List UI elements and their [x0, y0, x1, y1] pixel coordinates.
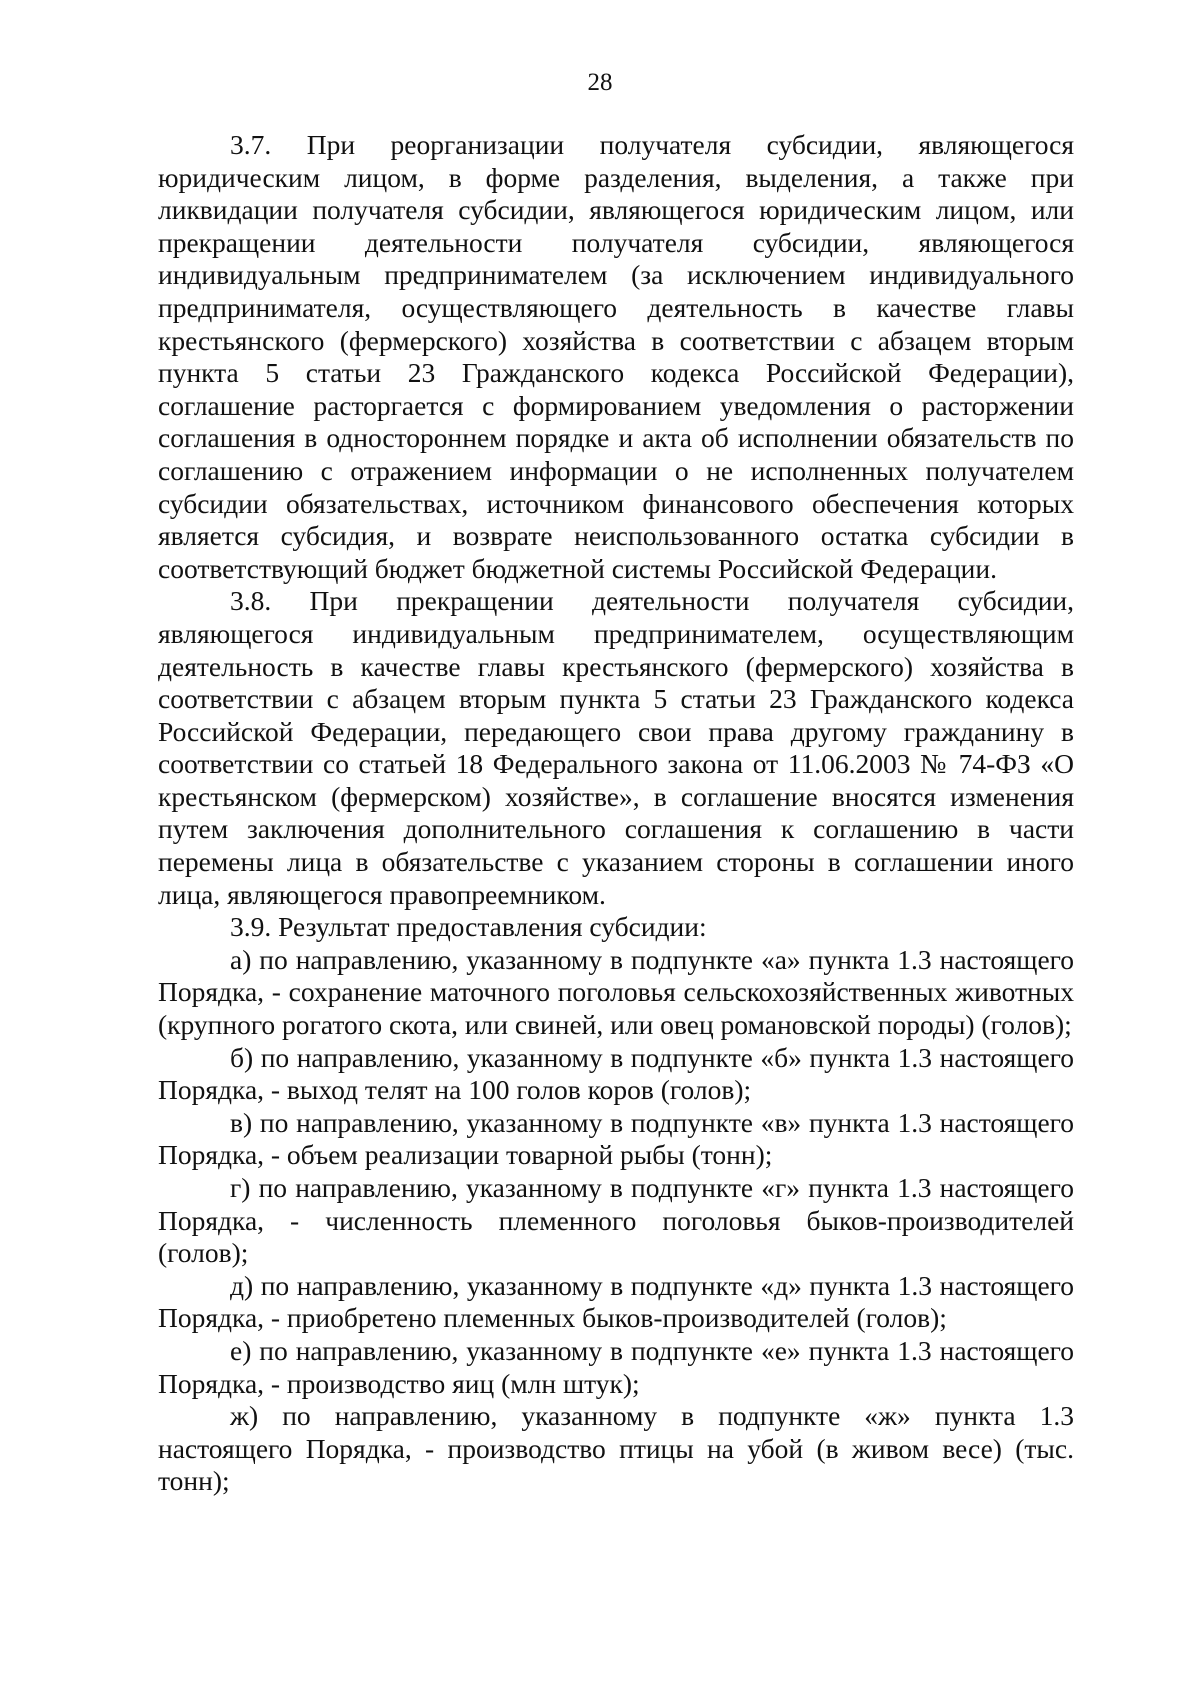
paragraph-3-7: 3.7. При реорганизации получателя субсидии, являющегося юридическим лицом, в форме разделения, выделения, а также при ликвидации получателя субсидии, являющегося юридическим лицом, или прекращении деятельности получателя субсидии, являющегося индивидуальным предпринимателем (за исключением индивидуального предпринимателя, осуществляющего деятельность в качестве главы крестьянского (фермерского) хозяйства в соответствии с абзацем вторым пункта 5 статьи 23 Гражданского кодекса Российской Федерации), соглашение расторгается с формированием уведомления о расторжении соглашения в одностороннем порядке и акта об исполнении обязательств по соглашению с отражением информации о не исполненных получателем субсидии обязательствах, источником финансового обеспечения которых является субсидия, и возврате неиспользованного остатка субсидии в соответствующий бюджет бюджетной системы Российской Федерации.	[158, 129, 1074, 584]
list-item-zh: ж) по направлению, указанному в подпункте «ж» пункта 1.3 настоящего Порядка, - производство птицы на убой (в живом весе) (тыс. тонн);	[158, 1400, 1074, 1497]
list-item-a: а) по направлению, указанному в подпункте «а» пункта 1.3 настоящего Порядка, - сохранение маточного поголовья сельскохозяйственных животных (крупного рогатого скота, или свиней, или овец романовской породы) (голов);	[158, 943, 1074, 1041]
paragraph-3-9-heading: 3.9. Результат предоставления субсидии:	[230, 911, 707, 943]
list-item-e: е) по направлению, указанному в подпункте «е» пункта 1.3 настоящего Порядка, - производство яиц (млн штук);	[158, 1334, 1074, 1399]
paragraph-3-8: 3.8. При прекращении деятельности получателя субсидии, являющегося индивидуальным предпринимателем, осуществляющим деятельность в качестве главы крестьянского (фермерского) хозяйства в соответствии с абзацем вторым пункта 5 статьи 23 Гражданского кодекса Российской Федерации, передающего свои права другому гражданину в соответствии со статьей 18 Федерального закона от 11.06.2003 № 74-ФЗ «О крестьянском (фермерском) хозяйстве», в соглашение вносятся изменения путем заключения дополнительного соглашения к соглашению в части перемены лица в обязательстве с указанием стороны в соглашении иного лица, являющегося правопреемником.	[158, 585, 1074, 910]
page-number: 28	[587, 69, 613, 96]
list-item-b: б) по направлению, указанному в подпункте «б» пункта 1.3 настоящего Порядка, - выход телят на 100 голов коров (голов);	[158, 1041, 1074, 1106]
document-body	[158, 129, 1074, 1498]
list-item-v: в) по направлению, указанному в подпункте «в» пункта 1.3 настоящего Порядка, - объем реализации товарной рыбы (тонн);	[158, 1106, 1074, 1171]
list-item-d: д) по направлению, указанному в подпункте «д» пункта 1.3 настоящего Порядка, - приобретено племенных быков-производителей (голов);	[158, 1269, 1074, 1334]
list-item-g: г) по направлению, указанному в подпункте «г» пункта 1.3 настоящего Порядка, - численность племенного поголовья быков-производителей (голов);	[158, 1172, 1074, 1269]
